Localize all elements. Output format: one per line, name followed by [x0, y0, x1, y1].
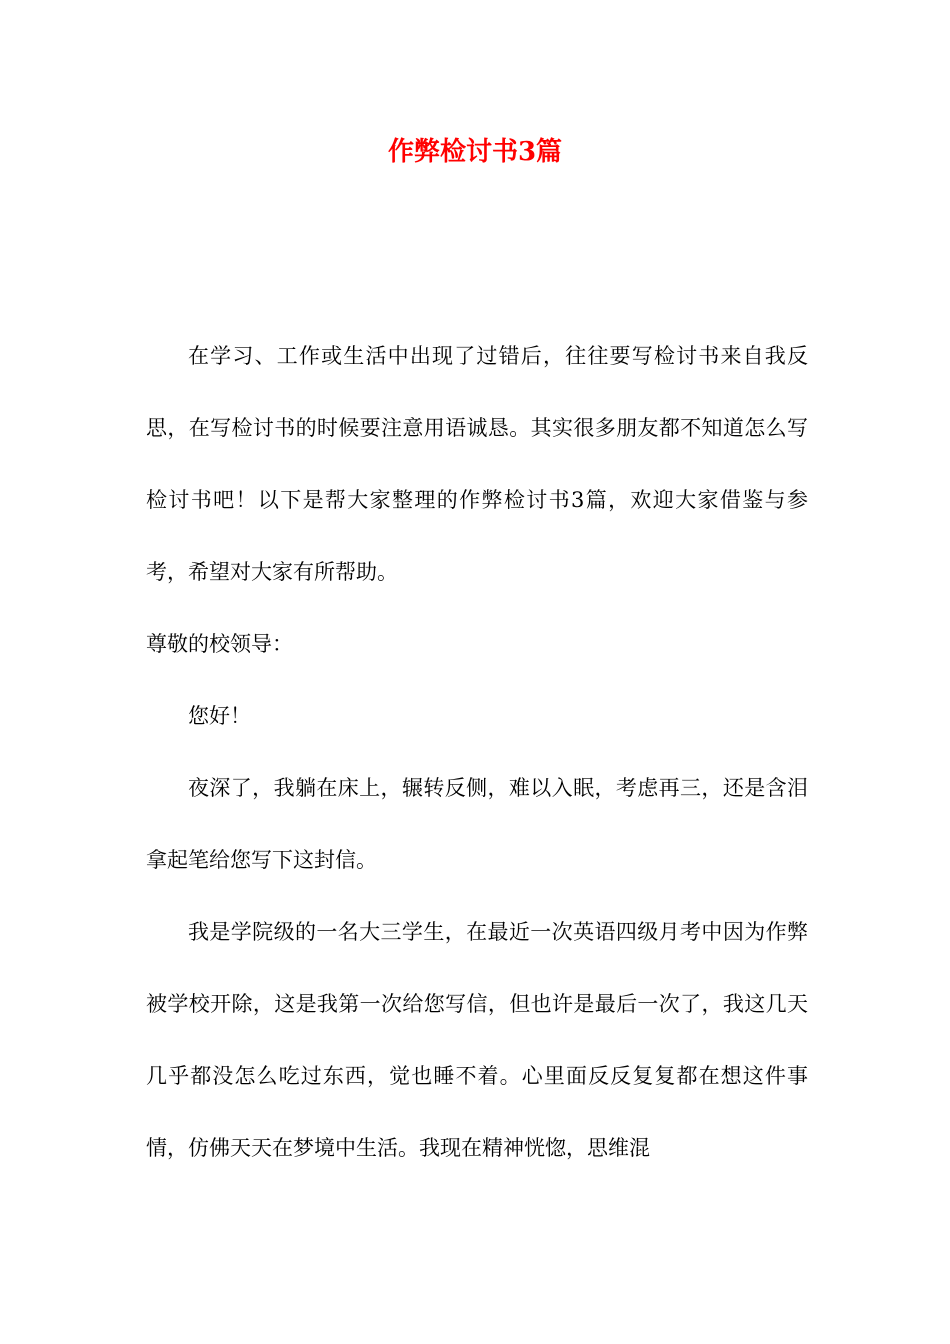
document-title: 作弊检讨书3篇 — [387, 137, 563, 167]
salutation: 尊敬的校领导： — [146, 632, 293, 656]
intro-paragraph: 在学习、工作或生活中出现了过错后，往往要写检讨书来自我反思，在写检讨书的时候要注意用语诚恳。其实很多朋友都不知道怎么写检讨书吧！以下是帮大家整理的作弊检讨书3篇，欢迎大家借鉴与参考，希望对大家有所帮助。 — [146, 344, 808, 584]
greeting: 您好！ — [188, 704, 251, 728]
body-paragraph: 夜深了，我躺在床上，辗转反侧，难以入眠，考虑再三，还是含泪拿起笔给您写下这封信。 — [146, 776, 808, 872]
document-body — [146, 320, 808, 1184]
body-paragraph: 我是学院级的一名大三学生，在最近一次英语四级月考中因为作弊被学校开除，这是我第一次给您写信，但也许是最后一次了，我这几天几乎都没怎么吃过东西，觉也睡不着。心里面反反复复都在想这件事情，仿佛天天在梦境中生活。我现在精神恍惚，思维混 — [146, 920, 808, 1160]
